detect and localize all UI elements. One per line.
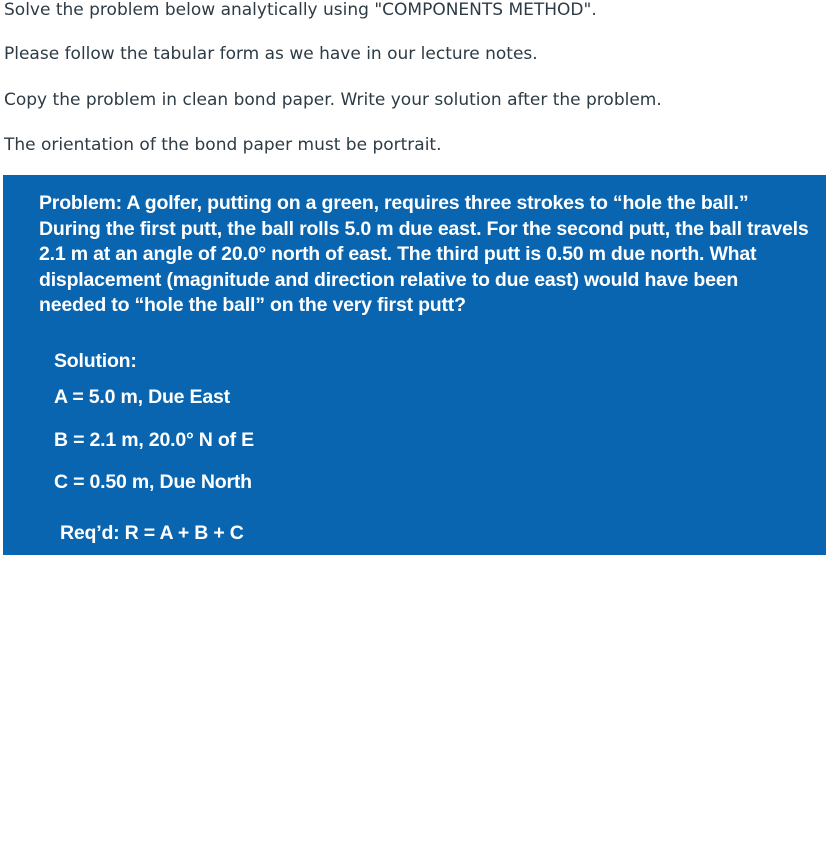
problem-statement: Problem: A golfer, putting on a green, requires three strokes to “hole the ball.” During the first putt, the ball rolls 5.0 m due east. For the second putt, the ball travels 2.1 m at an angle of 20.0° north of east. The third putt is 0.50 m due north. What displacement (magnitude and direction relative to due east) would have been needed to “hole the ball” on the very first putt? bbox=[39, 192, 809, 317]
instruction-line: The orientation of the bond paper must be portrait. bbox=[4, 135, 442, 155]
solution-heading: Solution: bbox=[54, 350, 137, 372]
instruction-line: Please follow the tabular form as we have in our lecture notes. bbox=[4, 44, 538, 64]
required-equation: Req’d: R = A + B + C bbox=[60, 522, 244, 544]
given-vector-b: B = 2.1 m, 20.0° N of E bbox=[54, 429, 254, 451]
instruction-line: Solve the problem below analytically using "COMPONENTS METHOD". bbox=[4, 0, 597, 20]
problem-image-panel bbox=[3, 175, 826, 555]
given-vector-a: A = 5.0 m, Due East bbox=[54, 386, 230, 408]
instruction-line: Copy the problem in clean bond paper. Write your solution after the problem. bbox=[4, 90, 662, 110]
given-vector-c: C = 0.50 m, Due North bbox=[54, 471, 252, 493]
